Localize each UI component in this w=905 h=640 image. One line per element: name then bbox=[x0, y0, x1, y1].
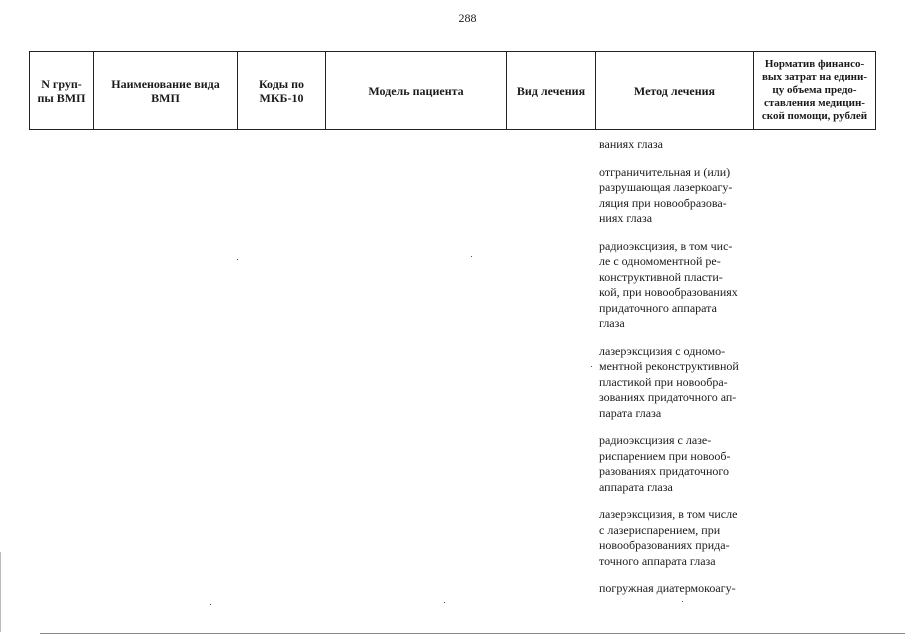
scan-edge-left bbox=[0, 552, 1, 632]
method-item: отграничительная и (или) разрушающая лазеркоагу- ляция при новообразова- ниях глаза bbox=[599, 164, 733, 225]
header-cell-icd-codes: Коды по МКБ-10 bbox=[238, 52, 326, 130]
method-item: лазерэксцизия с одномо- ментной реконструктивной пластикой при новообра- зованиях придаточного ап- парата глаза bbox=[599, 343, 739, 420]
method-item: радиоэксцизия с лазе- риспарением при новооб- разованиях придаточного аппарата глаза bbox=[599, 433, 731, 494]
header-cell-treatment-type: Вид лечения bbox=[507, 52, 596, 130]
method-item: ваниях глаза bbox=[599, 137, 663, 151]
header-cell-cost-standard: Норматив финансо- вых затрат на едини- цу объема предо- ставления медицин- ской помощи, рублей bbox=[754, 52, 876, 130]
method-item: лазерэксцизия, в том числе с лазериспарением, при новообразованиях прида- точного аппарата глаза bbox=[599, 507, 738, 568]
treatment-methods-column bbox=[599, 137, 757, 609]
method-item: погружная диатермокоагу- bbox=[599, 581, 736, 595]
header-cell-vmp-name: Наименование вида ВМП bbox=[94, 52, 238, 130]
header-cell-group-number: N груп- пы ВМП bbox=[30, 52, 94, 130]
method-item: радиоэксцизия, в том чис- ле с одномоментной ре- конструктивной пласти- кой, при новообразованиях придаточного аппарата глаза bbox=[599, 238, 738, 330]
page-number: 288 bbox=[458, 11, 477, 25]
table-header bbox=[29, 51, 876, 130]
header-row bbox=[30, 52, 876, 130]
header-cell-treatment-method: Метод лечения bbox=[596, 52, 754, 130]
scan-edge-bottom bbox=[40, 633, 905, 634]
header-cell-patient-model: Модель пациента bbox=[326, 52, 507, 130]
